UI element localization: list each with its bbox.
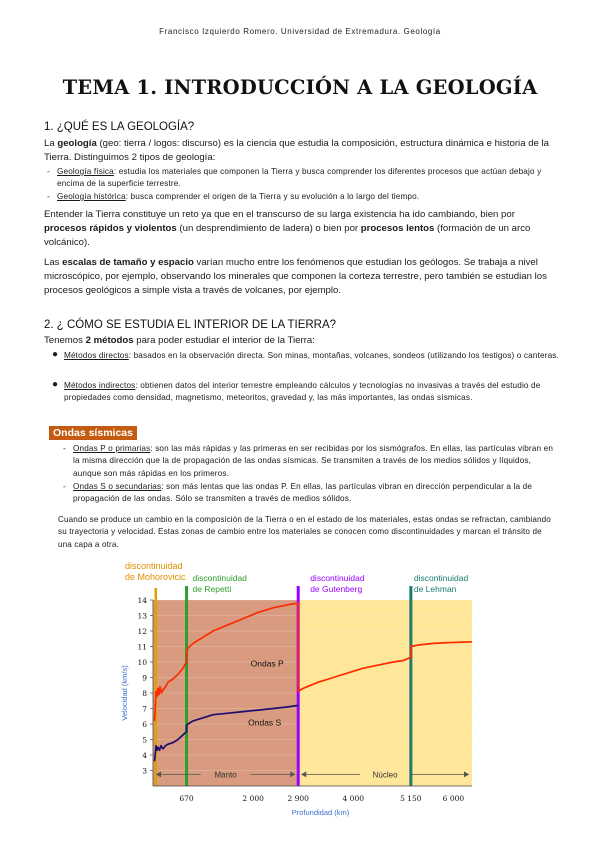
x-tick-label: 6 000 bbox=[442, 794, 465, 803]
y-tick-label: 13 bbox=[137, 611, 147, 621]
x-tick-label: 2 900 bbox=[287, 794, 309, 803]
y-tick-label: 10 bbox=[137, 658, 147, 667]
y-tick-label: 11 bbox=[137, 642, 147, 652]
list-item-ondas-p: - Ondas P o primarias: son las más rápidas y las primeras en ser recibidas por los sismógrafos. En ellas, las partículas vibran en la misma dirección que la de propagación de las ondas sísmicas. Se transmiten a través de los medios sólidos y líquidos, aunque son más rápidas en los primeros. bbox=[63, 444, 554, 478]
seismic-velocity-chart bbox=[95, 555, 475, 835]
region-label: Manto bbox=[214, 770, 237, 780]
list-item-geologia-fisica: - Geología física: estudia los materiales que componen la Tierra y busca comprender los diferentes procesos que actúan debajo y encima de la superficie terrestre. bbox=[47, 167, 542, 189]
discontinuity-label: de Gutenberg bbox=[310, 584, 363, 594]
page-title: TEMA 1. INTRODUCCIÓN A LA GEOLOGÍA bbox=[62, 76, 538, 99]
ondas-sismicas-tag: Ondas sísmicas bbox=[49, 426, 137, 440]
list-item-ondas-s: - Ondas S o secundarias: son más lentas que las ondas P. En ellas, las partículas vibran en dirección perpendicular a la de propagación de las ondas. Sólo se transmiten a través de medios sólidos. bbox=[63, 482, 533, 504]
x-axis-label: Profundidad (km) bbox=[291, 808, 350, 817]
discontinuity-label: de Repetti bbox=[192, 584, 232, 594]
annotation-ondas-s: Ondas S bbox=[248, 717, 282, 728]
discontinuity-label: de Mohorovicic bbox=[125, 572, 186, 582]
section-1-paragraph-3: Las escalas de tamaño y espacio varían mucho entre los fenómenos que estudian los geólogos. Se trabaja a nivel microscópico, por ejemplo, observando los minerales que componen la corteza terrestre, pero también se estudian los procesos geológicos a simple vista a través de volcanes, por ejemplo. bbox=[44, 257, 547, 296]
annotation-ondas-p: Ondas P bbox=[250, 658, 284, 669]
section-2-closing: Cuando se produce un cambio en la composición de la Tierra o en el estado de los materiales, estas ondas se refractan, cambiando su trayectoria y velocidad. Estas zonas de cambio entre los materiales se conocen como discontinuidades y marcan el tránsito de una capa a otra. bbox=[58, 515, 551, 549]
discontinuity-label: discontinuidad bbox=[310, 573, 365, 583]
y-tick-label: 4 bbox=[142, 751, 147, 760]
section-1-heading: 1. ¿QUÉ ES LA GEOLOGÍA? bbox=[44, 121, 195, 133]
y-tick-label: 6 bbox=[142, 720, 147, 729]
y-tick-label: 5 bbox=[142, 735, 147, 745]
section-1-paragraph-1: La geología (geo: tierra / logos: discurso) es la ciencia que estudia la composición, estructura dinámica e historia de la Tierra. Distinguimos 2 tipos de geología: bbox=[44, 138, 549, 163]
x-tick-label: 5 150 bbox=[400, 794, 422, 803]
x-tick-label: 670 bbox=[179, 794, 194, 803]
y-axis-label: Velocidad (km/s) bbox=[120, 665, 129, 721]
discontinuity-label: discontinuidad bbox=[125, 561, 183, 571]
y-tick-label: 9 bbox=[142, 673, 147, 683]
section-2-intro: Tenemos 2 métodos para poder estudiar el interior de la Tierra: bbox=[44, 335, 315, 346]
discontinuity-label: de Lehman bbox=[413, 584, 457, 594]
page-header: Francisco Izquierdo Romero. Universidad de Extremadura. Geología bbox=[159, 27, 441, 36]
bullet-metodos-indirectos: ● Métodos indirectos: obtienen datos del interior terrestre empleando cálculos y tecnologías no invasivas a través del estudio de propiedades como densidad, magnetismo, meteoritos, gravedad y, las más importantes, las ondas sísmicas. bbox=[52, 379, 541, 403]
x-tick-label: 2 000 bbox=[242, 794, 264, 803]
y-tick-label: 12 bbox=[137, 627, 147, 636]
y-tick-label: 3 bbox=[142, 766, 147, 776]
section-1-paragraph-2: Entender la Tierra constituye un reto ya que en el transcurso de su larga existencia ha ido cambiando, bien por procesos rápidos y violentos (un desprendimiento de ladera) o bien por procesos lentos (formación de un arco volcánico). bbox=[44, 209, 531, 248]
y-tick-label: 7 bbox=[142, 704, 147, 714]
list-item-geologia-historica: - Geología histórica: busca comprender el origen de la Tierra y su evolución a lo largo del tiempo. bbox=[47, 192, 420, 201]
section-2-heading: 2. ¿ CÓMO SE ESTUDIA EL INTERIOR DE LA TIERRA? bbox=[44, 319, 337, 331]
x-tick-label: 4 000 bbox=[342, 794, 365, 803]
y-tick-label: 8 bbox=[142, 689, 147, 698]
bullet-metodos-directos: ● Métodos directos: basados en la observación directa. Son minas, montañas, volcanes, sondeos (utilizando los testigos) o canteras. bbox=[52, 349, 559, 360]
y-tick-label: 14 bbox=[137, 596, 147, 605]
region-label: Núcleo bbox=[372, 770, 398, 780]
discontinuity-label: discontinuidad bbox=[192, 573, 247, 583]
discontinuity-label: discontinuidad bbox=[413, 573, 469, 583]
